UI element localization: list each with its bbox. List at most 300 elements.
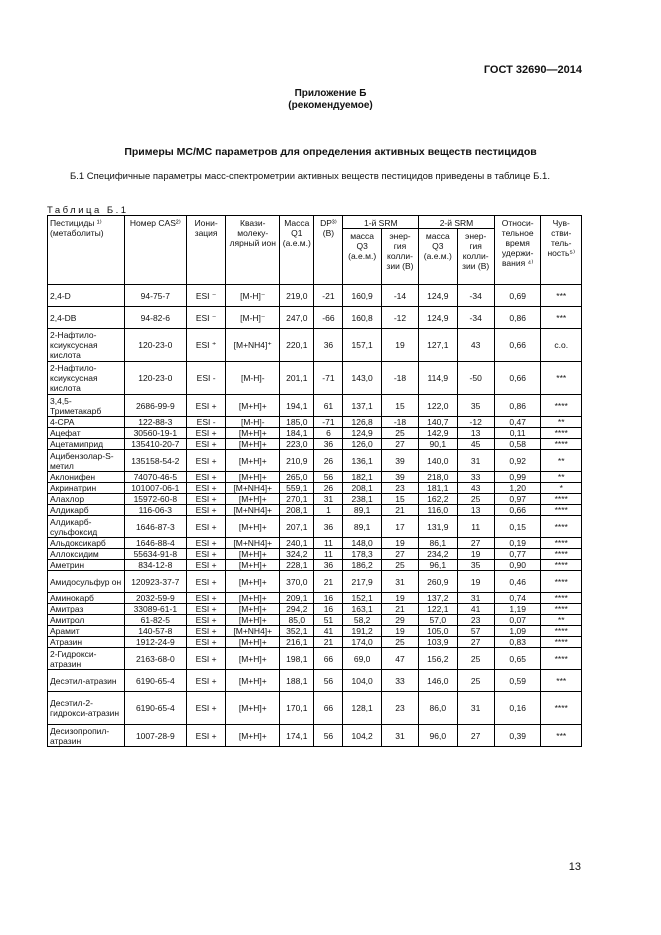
cell-quasi: [M+H]+ <box>226 439 280 450</box>
cell-ea: 27 <box>381 549 418 560</box>
cell-name: Амитрол <box>48 615 125 626</box>
cell-eb: 57 <box>457 626 494 637</box>
cell-q3a: 191,2 <box>343 626 381 637</box>
cell-dp: 26 <box>314 483 343 494</box>
cell-eb: -34 <box>457 307 494 329</box>
col-energy-1: энер-гия колли-зии (B) <box>381 229 418 285</box>
cell-ea: 15 <box>381 395 418 417</box>
cell-name: Арамит <box>48 626 125 637</box>
cell-dp: 56 <box>314 670 343 692</box>
cell-rrt: 0,65 <box>494 648 541 670</box>
cell-sens: **** <box>541 549 582 560</box>
cell-sens: ** <box>541 472 582 483</box>
table-row <box>48 428 582 439</box>
cell-q1: 219,0 <box>280 285 314 307</box>
cell-ea: 25 <box>381 428 418 439</box>
cell-cas: 33089-61-1 <box>124 604 186 615</box>
cell-q3a: 238,1 <box>343 494 381 505</box>
cell-q1: 208,1 <box>280 505 314 516</box>
cell-ion: ESI + <box>186 494 225 505</box>
cell-ion: ESI + <box>186 626 225 637</box>
cell-rrt: 0,90 <box>494 560 541 571</box>
cell-ea: 15 <box>381 494 418 505</box>
cell-quasi: [M+H]+ <box>226 395 280 417</box>
cell-name: Алдикарб <box>48 505 125 516</box>
table-row <box>48 505 582 516</box>
cell-q3a: 174,0 <box>343 637 381 648</box>
cell-quasi: [M+H]+ <box>226 604 280 615</box>
cell-q3a: 126,8 <box>343 417 381 428</box>
standard-number: ГОСТ 32690—2014 <box>483 64 582 76</box>
cell-cas: 122-88-3 <box>124 417 186 428</box>
annex-title: Приложение Б <box>294 88 367 99</box>
cell-eb: 43 <box>457 483 494 494</box>
cell-q3a: 104,2 <box>343 725 381 747</box>
cell-q3b: 260,9 <box>419 571 457 593</box>
cell-q3a: 186,2 <box>343 560 381 571</box>
cell-rrt: 0,47 <box>494 417 541 428</box>
cell-dp: 36 <box>314 516 343 538</box>
cell-ea: 39 <box>381 472 418 483</box>
table-row <box>48 593 582 604</box>
cell-quasi: [M+H]+ <box>226 450 280 472</box>
cell-q3b: 142,9 <box>419 428 457 439</box>
cell-dp: 21 <box>314 637 343 648</box>
cell-q3a: 69,0 <box>343 648 381 670</box>
cell-q1: 559,1 <box>280 483 314 494</box>
cell-quasi: [M+NH4]⁺ <box>226 329 280 362</box>
cell-q3a: 182,1 <box>343 472 381 483</box>
cell-quasi: [M+NH4]+ <box>226 483 280 494</box>
cell-q3a: 178,3 <box>343 549 381 560</box>
cell-ion: ESI + <box>186 516 225 538</box>
cell-q1: 352,1 <box>280 626 314 637</box>
cell-q3b: 103,9 <box>419 637 457 648</box>
cell-ion: ESI ⁺ <box>186 329 225 362</box>
cell-ion: ESI + <box>186 648 225 670</box>
cell-quasi: [M-H]⁻ <box>226 307 280 329</box>
cell-name: Ацетамиприд <box>48 439 125 450</box>
cell-name: Атразин <box>48 637 125 648</box>
cell-ea: 33 <box>381 670 418 692</box>
cell-rrt: 0,15 <box>494 516 541 538</box>
cell-ea: 31 <box>381 725 418 747</box>
cell-cas: 1912-24-9 <box>124 637 186 648</box>
cell-rrt: 1,19 <box>494 604 541 615</box>
cell-ea: -12 <box>381 307 418 329</box>
cell-ion: ESI + <box>186 450 225 472</box>
cell-sens: **** <box>541 395 582 417</box>
cell-q3a: 137,1 <box>343 395 381 417</box>
cell-sens: *** <box>541 285 582 307</box>
cell-ion: ESI + <box>186 692 225 725</box>
cell-dp: -21 <box>314 285 343 307</box>
table-row <box>48 329 582 362</box>
table-row <box>48 439 582 450</box>
cell-name: Десэтил-атразин <box>48 670 125 692</box>
cell-ion: ESI + <box>186 571 225 593</box>
cell-sens: *** <box>541 725 582 747</box>
cell-quasi: [M+H]+ <box>226 560 280 571</box>
cell-dp: -71 <box>314 362 343 395</box>
table-row <box>48 560 582 571</box>
cell-q1: 170,1 <box>280 692 314 725</box>
ms-parameters-table <box>47 215 582 747</box>
cell-sens: **** <box>541 494 582 505</box>
cell-q3a: 157,1 <box>343 329 381 362</box>
cell-q3a: 89,1 <box>343 516 381 538</box>
col-pesticide: Пестициды ¹⁾ (метаболиты) <box>48 216 125 285</box>
cell-name: 2-Нафтило-ксиуксусная кислота <box>48 329 125 362</box>
cell-quasi: [M-H]- <box>226 362 280 395</box>
cell-q1: 85,0 <box>280 615 314 626</box>
cell-name: Аллоксидим <box>48 549 125 560</box>
cell-q3a: 143,0 <box>343 362 381 395</box>
cell-quasi: [M+H]+ <box>226 692 280 725</box>
table-row <box>48 604 582 615</box>
cell-sens: ** <box>541 450 582 472</box>
cell-quasi: [M+H]+ <box>226 593 280 604</box>
cell-q3a: 128,1 <box>343 692 381 725</box>
cell-dp: 66 <box>314 648 343 670</box>
cell-ea: 21 <box>381 505 418 516</box>
cell-cas: 1646-87-3 <box>124 516 186 538</box>
cell-dp: 1 <box>314 505 343 516</box>
cell-sens: **** <box>541 648 582 670</box>
cell-rrt: 0,77 <box>494 549 541 560</box>
table-row <box>48 494 582 505</box>
cell-q3b: 96,1 <box>419 560 457 571</box>
cell-q3b: 105,0 <box>419 626 457 637</box>
cell-ion: ESI + <box>186 538 225 549</box>
cell-q1: 240,1 <box>280 538 314 549</box>
cell-sens: **** <box>541 692 582 725</box>
table-row <box>48 472 582 483</box>
cell-rrt: 0,66 <box>494 329 541 362</box>
table-row <box>48 692 582 725</box>
cell-dp: -71 <box>314 417 343 428</box>
cell-q3b: 131,9 <box>419 516 457 538</box>
cell-quasi: [M-H]⁻ <box>226 285 280 307</box>
cell-dp: 11 <box>314 538 343 549</box>
cell-q3a: 58,2 <box>343 615 381 626</box>
cell-quasi: [M+H]+ <box>226 428 280 439</box>
cell-q1: 265,0 <box>280 472 314 483</box>
cell-q1: 207,1 <box>280 516 314 538</box>
cell-eb: 43 <box>457 329 494 362</box>
cell-rrt: 0,07 <box>494 615 541 626</box>
cell-cas: 135158-54-2 <box>124 450 186 472</box>
table-row <box>48 648 582 670</box>
cell-ea: 27 <box>381 439 418 450</box>
page-number: 13 <box>568 861 581 873</box>
cell-eb: 27 <box>457 538 494 549</box>
cell-dp: 11 <box>314 549 343 560</box>
cell-name: 2-Гидрокси-атразин <box>48 648 125 670</box>
cell-name: 3,4,5-Триметакарб <box>48 395 125 417</box>
cell-rrt: 0,99 <box>494 472 541 483</box>
cell-q3b: 114,9 <box>419 362 457 395</box>
table-row <box>48 307 582 329</box>
cell-cas: 55634-91-8 <box>124 549 186 560</box>
cell-cas: 2032-59-9 <box>124 593 186 604</box>
cell-q3b: 122,0 <box>419 395 457 417</box>
cell-q3b: 90,1 <box>419 439 457 450</box>
cell-sens: **** <box>541 516 582 538</box>
col-srm2: 2-й SRM <box>419 216 495 229</box>
cell-rrt: 0,83 <box>494 637 541 648</box>
table-row <box>48 483 582 494</box>
col-rrt: Относи-тельное время удержи-вания ⁴⁾ <box>494 216 541 285</box>
cell-name: Ацибензолар-S-метил <box>48 450 125 472</box>
cell-q1: 194,1 <box>280 395 314 417</box>
cell-cas: 94-82-6 <box>124 307 186 329</box>
cell-cas: 15972-60-8 <box>124 494 186 505</box>
cell-rrt: 0,97 <box>494 494 541 505</box>
cell-dp: 56 <box>314 725 343 747</box>
cell-dp: 6 <box>314 428 343 439</box>
cell-q3a: 89,1 <box>343 505 381 516</box>
cell-sens: **** <box>541 637 582 648</box>
annex-subtitle: (рекомендуемое) <box>288 100 373 111</box>
cell-q1: 270,1 <box>280 494 314 505</box>
cell-eb: 33 <box>457 472 494 483</box>
cell-dp: -66 <box>314 307 343 329</box>
cell-rrt: 1,09 <box>494 626 541 637</box>
cell-q3b: 116,0 <box>419 505 457 516</box>
cell-q3a: 217,9 <box>343 571 381 593</box>
col-srm1: 1-й SRM <box>343 216 419 229</box>
cell-ion: ESI + <box>186 428 225 439</box>
cell-cas: 6190-65-4 <box>124 692 186 725</box>
cell-ion: ESI + <box>186 483 225 494</box>
cell-cas: 135410-20-7 <box>124 439 186 450</box>
cell-cas: 120-23-0 <box>124 329 186 362</box>
cell-ion: ESI + <box>186 560 225 571</box>
cell-q1: 220,1 <box>280 329 314 362</box>
cell-rrt: 1,20 <box>494 483 541 494</box>
cell-rrt: 0,58 <box>494 439 541 450</box>
cell-eb: 13 <box>457 505 494 516</box>
cell-q1: 370,0 <box>280 571 314 593</box>
cell-ea: 21 <box>381 604 418 615</box>
cell-q3b: 234,2 <box>419 549 457 560</box>
cell-dp: 61 <box>314 395 343 417</box>
cell-q1: 210,9 <box>280 450 314 472</box>
cell-ion: ESI + <box>186 670 225 692</box>
cell-q3b: 156,2 <box>419 648 457 670</box>
cell-sens: **** <box>541 428 582 439</box>
cell-sens: *** <box>541 670 582 692</box>
cell-sens: *** <box>541 362 582 395</box>
cell-q1: 185,0 <box>280 417 314 428</box>
cell-name: Акринатрин <box>48 483 125 494</box>
cell-sens: **** <box>541 626 582 637</box>
cell-rrt: 0,46 <box>494 571 541 593</box>
cell-dp: 16 <box>314 593 343 604</box>
cell-ion: ESI + <box>186 725 225 747</box>
cell-ea: -14 <box>381 285 418 307</box>
cell-name: Аметрин <box>48 560 125 571</box>
col-cas: Номер CAS²⁾ <box>124 216 186 285</box>
cell-cas: 101007-06-1 <box>124 483 186 494</box>
cell-sens: **** <box>541 439 582 450</box>
section-heading: Примеры МС/МС параметров для определения активных веществ пестицидов <box>124 146 537 158</box>
cell-name: 2-Нафтило-ксиуксусная кислота <box>48 362 125 395</box>
cell-q3b: 96,0 <box>419 725 457 747</box>
cell-quasi: [M+H]+ <box>226 571 280 593</box>
col-sensitivity: Чув-стви-тель-ность⁵⁾ <box>541 216 582 285</box>
cell-ea: 47 <box>381 648 418 670</box>
table-row <box>48 450 582 472</box>
cell-quasi: [M+H]+ <box>226 472 280 483</box>
cell-eb: 19 <box>457 549 494 560</box>
cell-name: Алахлор <box>48 494 125 505</box>
col-quasi-ion: Квази-молеку-лярный ион <box>226 216 280 285</box>
cell-ea: 29 <box>381 615 418 626</box>
cell-q1: 209,1 <box>280 593 314 604</box>
cell-eb: 25 <box>457 648 494 670</box>
cell-dp: 41 <box>314 626 343 637</box>
col-mass-q3-2: масса Q3 (а.е.м.) <box>419 229 457 285</box>
cell-eb: 27 <box>457 725 494 747</box>
cell-dp: 56 <box>314 472 343 483</box>
cell-q3a: 152,1 <box>343 593 381 604</box>
cell-eb: 11 <box>457 516 494 538</box>
cell-ion: ESI ⁻ <box>186 307 225 329</box>
cell-sens: **** <box>541 571 582 593</box>
cell-ion: ESI + <box>186 395 225 417</box>
cell-rrt: 0,66 <box>494 505 541 516</box>
cell-cas: 1007-28-9 <box>124 725 186 747</box>
table-row <box>48 615 582 626</box>
cell-ea: -18 <box>381 362 418 395</box>
cell-dp: 26 <box>314 450 343 472</box>
table-row <box>48 516 582 538</box>
col-ionization: Иони-зация <box>186 216 225 285</box>
cell-name: Альдоксикарб <box>48 538 125 549</box>
cell-q1: 216,1 <box>280 637 314 648</box>
cell-ea: 19 <box>381 538 418 549</box>
cell-q3b: 181,1 <box>419 483 457 494</box>
cell-ea: 23 <box>381 483 418 494</box>
table-row <box>48 549 582 560</box>
cell-rrt: 0,92 <box>494 450 541 472</box>
cell-q3a: 104,0 <box>343 670 381 692</box>
cell-eb: 25 <box>457 494 494 505</box>
table-row <box>48 626 582 637</box>
cell-dp: 36 <box>314 439 343 450</box>
cell-ion: ESI + <box>186 604 225 615</box>
cell-name: 2,4-D <box>48 285 125 307</box>
cell-q1: 324,2 <box>280 549 314 560</box>
cell-eb: 31 <box>457 593 494 604</box>
cell-rrt: 0,19 <box>494 538 541 549</box>
cell-rrt: 0,39 <box>494 725 541 747</box>
cell-name: 2,4-DB <box>48 307 125 329</box>
intro-paragraph: Б.1 Специфичные параметры масс-спектрометрии активных веществ пестицидов приведены в таблице Б.1. <box>70 171 550 182</box>
cell-quasi: [M-H]- <box>226 417 280 428</box>
cell-q3a: 163,1 <box>343 604 381 615</box>
cell-cas: 94-75-7 <box>124 285 186 307</box>
table-row <box>48 285 582 307</box>
table-row <box>48 571 582 593</box>
cell-name: Амитраз <box>48 604 125 615</box>
table-row <box>48 725 582 747</box>
cell-rrt: 0,86 <box>494 395 541 417</box>
table-row <box>48 417 582 428</box>
cell-ea: 23 <box>381 692 418 725</box>
col-mass-q3-1: масса Q3 (а.е.м.) <box>343 229 381 285</box>
cell-eb: -34 <box>457 285 494 307</box>
cell-quasi: [M+NH4]+ <box>226 505 280 516</box>
cell-name: Аминокарб <box>48 593 125 604</box>
cell-cas: 61-82-5 <box>124 615 186 626</box>
cell-ion: ESI + <box>186 593 225 604</box>
cell-cas: 30560-19-1 <box>124 428 186 439</box>
cell-q3a: 124,9 <box>343 428 381 439</box>
cell-q3a: 148,0 <box>343 538 381 549</box>
cell-ion: ESI - <box>186 362 225 395</box>
cell-name: Амидосульфур он <box>48 571 125 593</box>
col-mass-q1: Масса Q1 (а.е.м.) <box>280 216 314 285</box>
cell-cas: 6190-65-4 <box>124 670 186 692</box>
cell-ion: ESI + <box>186 549 225 560</box>
cell-eb: 19 <box>457 571 494 593</box>
cell-q1: 198,1 <box>280 648 314 670</box>
cell-q3a: 136,1 <box>343 450 381 472</box>
cell-q1: 228,1 <box>280 560 314 571</box>
cell-cas: 2163-68-0 <box>124 648 186 670</box>
cell-dp: 36 <box>314 329 343 362</box>
cell-q3b: 127,1 <box>419 329 457 362</box>
cell-q3b: 57,0 <box>419 615 457 626</box>
cell-cas: 74070-46-5 <box>124 472 186 483</box>
cell-quasi: [M+H]+ <box>226 725 280 747</box>
cell-q3b: 162,2 <box>419 494 457 505</box>
cell-eb: 31 <box>457 450 494 472</box>
cell-sens: с.о. <box>541 329 582 362</box>
cell-dp: 66 <box>314 692 343 725</box>
cell-ea: -18 <box>381 417 418 428</box>
col-energy-2: энер-гия колли-зии (B) <box>457 229 494 285</box>
cell-rrt: 0,16 <box>494 692 541 725</box>
cell-q3a: 160,9 <box>343 285 381 307</box>
cell-q3b: 124,9 <box>419 285 457 307</box>
cell-sens: *** <box>541 307 582 329</box>
cell-name: Ацефат <box>48 428 125 439</box>
cell-quasi: [M+H]+ <box>226 549 280 560</box>
cell-dp: 51 <box>314 615 343 626</box>
cell-rrt: 0,59 <box>494 670 541 692</box>
cell-eb: 35 <box>457 560 494 571</box>
cell-cas: 116-06-3 <box>124 505 186 516</box>
cell-name: Десизопропил-атразин <box>48 725 125 747</box>
cell-dp: 21 <box>314 571 343 593</box>
cell-ion: ESI + <box>186 637 225 648</box>
cell-q1: 201,1 <box>280 362 314 395</box>
cell-eb: 27 <box>457 637 494 648</box>
cell-sens: **** <box>541 538 582 549</box>
cell-ion: ESI ⁻ <box>186 285 225 307</box>
cell-q3a: 160,8 <box>343 307 381 329</box>
cell-sens: * <box>541 483 582 494</box>
cell-sens: ** <box>541 417 582 428</box>
cell-rrt: 0,69 <box>494 285 541 307</box>
table-row <box>48 637 582 648</box>
cell-q3b: 86,1 <box>419 538 457 549</box>
cell-quasi: [M+H]+ <box>226 516 280 538</box>
